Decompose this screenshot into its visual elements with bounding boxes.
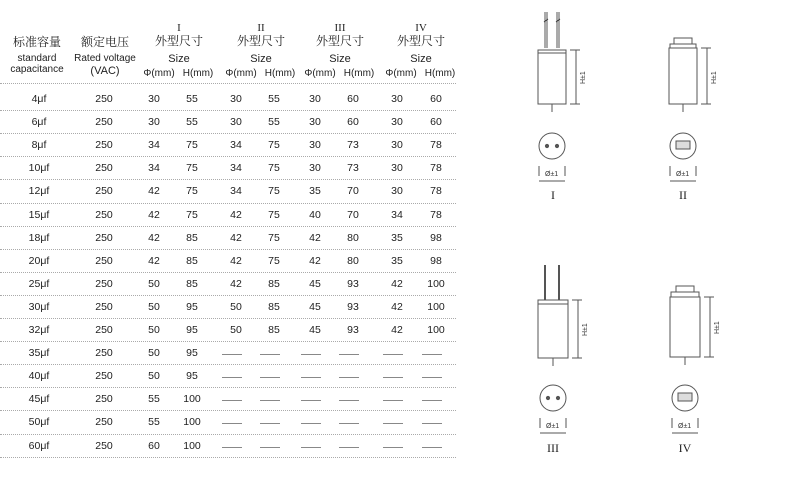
dimension-cell: 34 bbox=[148, 162, 160, 175]
dimension-cell: 34 bbox=[230, 139, 242, 152]
capacitance-cell: 60μf bbox=[28, 439, 50, 452]
empty-cell-dash bbox=[339, 354, 359, 355]
voltage-cell: 250 bbox=[95, 116, 113, 129]
group-3-phi-header: Φ(mm) bbox=[304, 68, 336, 79]
dimension-cell: 30 bbox=[309, 116, 321, 129]
drawing-iii-height-label: H±1 bbox=[582, 323, 589, 336]
row-divider bbox=[0, 387, 456, 388]
voltage-cell: 250 bbox=[95, 416, 113, 429]
empty-cell-dash bbox=[260, 447, 280, 448]
dimension-cell: 70 bbox=[347, 208, 359, 221]
row-divider bbox=[0, 341, 456, 342]
capacitance-cell: 12μf bbox=[28, 185, 50, 198]
dimension-cell: 42 bbox=[309, 254, 321, 267]
header-capacitance-cn: 标准容量 bbox=[12, 35, 61, 49]
group-4-h-header: H(mm) bbox=[424, 68, 456, 79]
dimension-cell: 78 bbox=[430, 139, 442, 152]
row-divider bbox=[0, 364, 456, 365]
dimension-cell: 70 bbox=[347, 185, 359, 198]
dimension-cell: 34 bbox=[148, 139, 160, 152]
dimension-cell: 42 bbox=[148, 231, 160, 244]
dimension-cell: 45 bbox=[309, 277, 321, 290]
dimension-cell: 75 bbox=[268, 231, 280, 244]
drawing-ii-height-label: H±1 bbox=[711, 71, 718, 84]
dimension-cell: 85 bbox=[268, 277, 280, 290]
group-1-title-en: Size bbox=[168, 53, 190, 65]
group-1-phi-header: Φ(mm) bbox=[143, 68, 175, 79]
dimension-cell: 50 bbox=[230, 324, 242, 336]
group-1-h-header: H(mm) bbox=[182, 68, 214, 79]
dimension-cell: 95 bbox=[186, 370, 198, 383]
dimension-cell: 75 bbox=[268, 162, 280, 175]
voltage-cell: 250 bbox=[95, 324, 113, 336]
capacitance-cell: 50μf bbox=[28, 416, 50, 429]
dimension-cell: 50 bbox=[148, 300, 160, 313]
dimension-cell: 73 bbox=[347, 139, 359, 152]
capacitance-cell: 45μf bbox=[28, 393, 50, 406]
dimension-cell: 42 bbox=[230, 277, 242, 290]
dimension-cell: 75 bbox=[268, 139, 280, 152]
group-4-title-en: Size bbox=[410, 53, 432, 65]
drawing-ii-side-view bbox=[669, 38, 711, 181]
empty-cell-dash bbox=[260, 400, 280, 401]
dimension-cell: 60 bbox=[347, 93, 359, 105]
row-divider bbox=[0, 133, 456, 134]
dimension-cell: 30 bbox=[230, 93, 242, 105]
dimension-cell: 55 bbox=[148, 416, 160, 429]
drawing-i-diameter-label: Ø±1 bbox=[545, 171, 559, 178]
dimension-cell: 42 bbox=[230, 208, 242, 221]
drawing-iii-diameter-label: Ø±1 bbox=[546, 423, 560, 430]
dimension-cell: 42 bbox=[148, 208, 160, 221]
row-divider bbox=[0, 457, 456, 458]
group-2-h-header: H(mm) bbox=[264, 68, 296, 79]
dimension-cell: 42 bbox=[230, 231, 242, 244]
dimension-cell: 40 bbox=[309, 208, 321, 221]
group-4-title-cn: 外型尺寸 bbox=[396, 34, 445, 48]
dimension-drawings bbox=[458, 0, 790, 479]
dimension-cell: 34 bbox=[230, 162, 242, 175]
dimension-cell: 98 bbox=[430, 231, 442, 244]
drawing-iii-side-view bbox=[538, 265, 582, 433]
dimension-cell: 55 bbox=[186, 93, 198, 105]
dimension-cell: 34 bbox=[230, 185, 242, 198]
drawing-iv-diameter-label: Ø±1 bbox=[678, 423, 692, 430]
voltage-cell: 250 bbox=[95, 231, 113, 244]
dimension-cell: 30 bbox=[391, 162, 403, 175]
capacitance-cell: 40μf bbox=[28, 370, 50, 383]
dimension-cell: 75 bbox=[268, 208, 280, 221]
voltage-cell: 250 bbox=[95, 393, 113, 406]
dimension-cell: 60 bbox=[430, 93, 442, 105]
empty-cell-dash bbox=[422, 377, 442, 378]
dimension-cell: 75 bbox=[186, 208, 198, 221]
dimension-cell: 30 bbox=[148, 116, 160, 129]
drawing-i-label: I bbox=[551, 188, 555, 202]
group-2-phi-header: Φ(mm) bbox=[225, 68, 257, 79]
empty-cell-dash bbox=[422, 423, 442, 424]
capacitance-cell: 4μf bbox=[31, 93, 47, 105]
drawing-iv-height-label: H±1 bbox=[714, 321, 721, 334]
empty-cell-dash bbox=[222, 447, 242, 448]
voltage-cell: 250 bbox=[95, 439, 113, 452]
dimension-cell: 75 bbox=[268, 185, 280, 198]
empty-cell-dash bbox=[222, 377, 242, 378]
dimension-cell: 50 bbox=[230, 300, 242, 313]
dimension-cell: 42 bbox=[309, 231, 321, 244]
capacitance-cell: 20μf bbox=[28, 254, 50, 267]
row-divider bbox=[0, 203, 456, 204]
drawing-iii-label: III bbox=[547, 441, 559, 455]
dimension-cell: 42 bbox=[148, 254, 160, 267]
capacitance-cell: 30μf bbox=[28, 300, 50, 313]
dimension-cell: 45 bbox=[309, 324, 321, 336]
dimension-cell: 45 bbox=[309, 300, 321, 313]
voltage-cell: 250 bbox=[95, 162, 113, 175]
dimension-cell: 73 bbox=[347, 162, 359, 175]
empty-cell-dash bbox=[422, 447, 442, 448]
drawing-i-side-view bbox=[538, 12, 580, 181]
capacitance-cell: 6μf bbox=[31, 116, 47, 129]
dimension-cell: 93 bbox=[347, 300, 359, 313]
dimension-cell: 85 bbox=[186, 254, 198, 267]
empty-cell-dash bbox=[383, 423, 403, 424]
group-3-roman: III bbox=[334, 22, 346, 34]
dimension-cell: 30 bbox=[148, 93, 160, 105]
dimension-cell: 50 bbox=[148, 277, 160, 290]
empty-cell-dash bbox=[383, 354, 403, 355]
dimension-cell: 50 bbox=[148, 347, 160, 360]
voltage-cell: 250 bbox=[95, 370, 113, 383]
empty-cell-dash bbox=[339, 423, 359, 424]
empty-cell-dash bbox=[422, 400, 442, 401]
dimension-cell: 80 bbox=[347, 231, 359, 244]
empty-cell-dash bbox=[260, 354, 280, 355]
capacitance-cell: 32μf bbox=[28, 324, 50, 336]
row-divider bbox=[0, 272, 456, 273]
dimension-cell: 42 bbox=[148, 185, 160, 198]
dimension-cell: 42 bbox=[391, 277, 403, 290]
dimension-cell: 95 bbox=[186, 324, 198, 336]
empty-cell-dash bbox=[222, 423, 242, 424]
dimension-cell: 93 bbox=[347, 277, 359, 290]
empty-cell-dash bbox=[222, 354, 242, 355]
row-divider bbox=[0, 318, 456, 319]
dimension-cell: 55 bbox=[186, 116, 198, 129]
dimension-cell: 34 bbox=[391, 208, 403, 221]
dimension-cell: 100 bbox=[183, 439, 201, 452]
dimension-cell: 78 bbox=[430, 208, 442, 221]
dimension-cell: 55 bbox=[148, 393, 160, 406]
voltage-cell: 250 bbox=[95, 93, 113, 105]
empty-cell-dash bbox=[339, 447, 359, 448]
dimension-cell: 85 bbox=[268, 324, 280, 336]
dimension-cell: 75 bbox=[186, 139, 198, 152]
capacitance-cell: 18μf bbox=[28, 231, 50, 244]
row-divider bbox=[0, 410, 456, 411]
voltage-cell: 250 bbox=[95, 208, 113, 221]
drawing-ii-label: II bbox=[679, 188, 687, 202]
empty-cell-dash bbox=[383, 447, 403, 448]
dimension-cell: 30 bbox=[391, 185, 403, 198]
dimension-cell: 100 bbox=[183, 393, 201, 406]
header-capacitance-en1: standard bbox=[17, 53, 57, 64]
empty-cell-dash bbox=[339, 400, 359, 401]
dimension-cell: 80 bbox=[347, 254, 359, 267]
dimension-cell: 55 bbox=[268, 116, 280, 129]
dimension-cell: 35 bbox=[391, 254, 403, 267]
empty-cell-dash bbox=[222, 400, 242, 401]
row-divider bbox=[0, 249, 456, 250]
dimension-cell: 75 bbox=[186, 185, 198, 198]
voltage-cell: 250 bbox=[95, 185, 113, 198]
dimension-cell: 30 bbox=[230, 116, 242, 129]
capacitance-cell: 15μf bbox=[28, 208, 50, 221]
dimension-cell: 30 bbox=[309, 162, 321, 175]
dimension-cell: 100 bbox=[427, 324, 445, 336]
dimension-cell: 95 bbox=[186, 347, 198, 360]
group-1-roman: I bbox=[177, 22, 181, 34]
drawing-i-height-label: H±1 bbox=[580, 71, 587, 84]
dimension-cell: 60 bbox=[148, 439, 160, 452]
dimension-cell: 35 bbox=[391, 231, 403, 244]
group-2-roman: II bbox=[257, 22, 265, 34]
voltage-cell: 250 bbox=[95, 277, 113, 290]
dimension-cell: 60 bbox=[430, 116, 442, 129]
empty-cell-dash bbox=[383, 400, 403, 401]
dimension-cell: 42 bbox=[230, 254, 242, 267]
dimension-cell: 100 bbox=[427, 277, 445, 290]
voltage-cell: 250 bbox=[95, 347, 113, 360]
group-2-title-cn: 外型尺寸 bbox=[236, 34, 285, 48]
dimension-cell: 55 bbox=[268, 93, 280, 105]
dimension-cell: 42 bbox=[391, 324, 403, 336]
dimension-cell: 95 bbox=[186, 300, 198, 313]
dimension-cell: 42 bbox=[391, 300, 403, 313]
empty-cell-dash bbox=[339, 377, 359, 378]
dimension-cell: 100 bbox=[427, 300, 445, 313]
dimension-cell: 60 bbox=[347, 116, 359, 129]
empty-cell-dash bbox=[422, 354, 442, 355]
dimension-cell: 30 bbox=[391, 93, 403, 105]
drawing-iv-label: IV bbox=[678, 441, 692, 455]
row-divider bbox=[0, 295, 456, 296]
row-divider bbox=[0, 179, 456, 180]
dimension-cell: 30 bbox=[309, 139, 321, 152]
empty-cell-dash bbox=[383, 377, 403, 378]
voltage-cell: 250 bbox=[95, 300, 113, 313]
dimension-cell: 30 bbox=[391, 116, 403, 129]
empty-cell-dash bbox=[301, 447, 321, 448]
row-divider bbox=[0, 156, 456, 157]
dimension-cell: 50 bbox=[148, 324, 160, 336]
row-divider bbox=[0, 434, 456, 435]
header-voltage-en: Rated voltage bbox=[74, 53, 136, 64]
group-3-title-cn: 外型尺寸 bbox=[315, 34, 364, 48]
header-divider bbox=[0, 83, 456, 84]
dimension-cell: 98 bbox=[430, 254, 442, 267]
group-3-h-header: H(mm) bbox=[343, 68, 375, 79]
capacitance-cell: 10μf bbox=[28, 162, 50, 175]
header-capacitance-en2: capacitance bbox=[10, 64, 64, 75]
dimension-cell: 85 bbox=[186, 277, 198, 290]
dimension-cell: 100 bbox=[183, 416, 201, 429]
dimension-cell: 75 bbox=[268, 254, 280, 267]
dimension-cell: 93 bbox=[347, 324, 359, 336]
dimension-cell: 30 bbox=[309, 93, 321, 105]
dimension-cell: 85 bbox=[186, 231, 198, 244]
drawings-svg bbox=[458, 0, 790, 479]
capacitance-cell: 8μf bbox=[31, 139, 47, 152]
group-2-title-en: Size bbox=[250, 53, 272, 65]
voltage-cell: 250 bbox=[95, 254, 113, 267]
drawing-ii-diameter-label: Ø±1 bbox=[676, 171, 690, 178]
dimension-cell: 30 bbox=[391, 139, 403, 152]
group-4-phi-header: Φ(mm) bbox=[385, 68, 417, 79]
dimension-cell: 35 bbox=[309, 185, 321, 198]
empty-cell-dash bbox=[301, 377, 321, 378]
voltage-cell: 250 bbox=[95, 139, 113, 152]
drawing-iv-side-view bbox=[670, 286, 714, 433]
row-divider bbox=[0, 110, 456, 111]
empty-cell-dash bbox=[301, 354, 321, 355]
header-voltage-cn: 额定电压 bbox=[80, 35, 129, 49]
dimension-cell: 50 bbox=[148, 370, 160, 383]
group-4-roman: IV bbox=[415, 22, 427, 34]
capacitance-cell: 35μf bbox=[28, 347, 50, 360]
dimension-cell: 85 bbox=[268, 300, 280, 313]
capacitance-cell: 25μf bbox=[28, 277, 50, 290]
group-1-title-cn: 外型尺寸 bbox=[154, 34, 203, 48]
empty-cell-dash bbox=[301, 423, 321, 424]
empty-cell-dash bbox=[260, 377, 280, 378]
empty-cell-dash bbox=[260, 423, 280, 424]
row-divider bbox=[0, 226, 456, 227]
dimension-cell: 75 bbox=[186, 162, 198, 175]
header-voltage-unit: (VAC) bbox=[90, 65, 120, 77]
dimension-cell: 78 bbox=[430, 162, 442, 175]
dimension-cell: 78 bbox=[430, 185, 442, 198]
empty-cell-dash bbox=[301, 400, 321, 401]
group-3-title-en: Size bbox=[329, 53, 351, 65]
